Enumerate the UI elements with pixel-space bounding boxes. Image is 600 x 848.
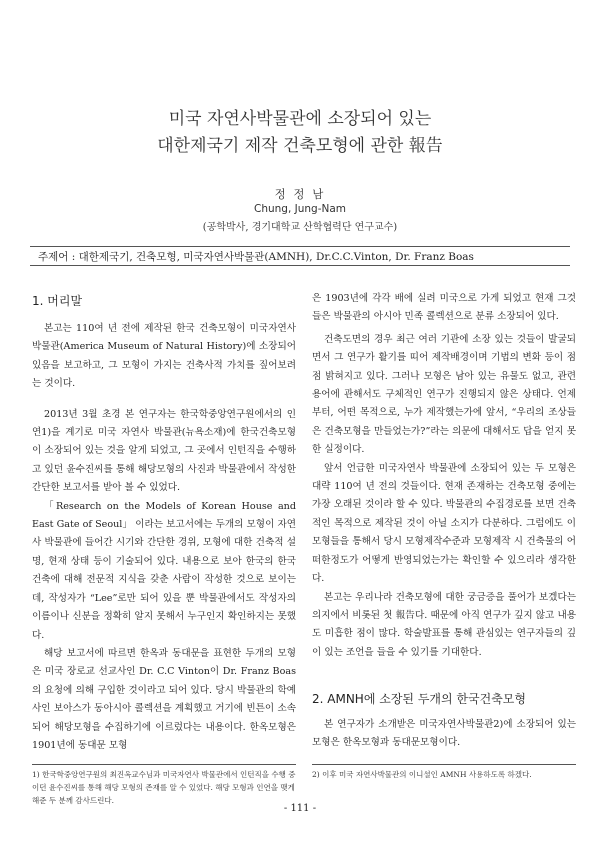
- footnote-2: 2) 이후 미국 자연사박물관의 이니셜인 AMNH 사용하도록 하겠다.: [312, 770, 532, 779]
- left-column: [32, 320, 296, 755]
- paragraph: 본고는 110여 년 전에 제작된 한국 건축모형이 미국자연사박물관(America Museum of Natural History)에 소장되어 있음을 보고하고, 그 모형이 가지는 건축사적 가치를 짚어보려는 것이다.: [32, 323, 296, 390]
- paper-title-line2: 대한제국기 제작 건축모형에 관한 報告: [157, 136, 443, 156]
- paragraph: 본고는 우리나라 건축모형에 대한 궁금증을 풀어가 보겠다는 의지에서 비롯된 첫 報告다. 때문에 아직 연구가 깊지 않고 내용도 미흡한 점이 많다. 학술발표를 통해 관심있는 연구자들의 깊이 있는 조언을 들을 수 있기를 기대한다.: [312, 591, 576, 658]
- keywords-bar: 주제어 : 대한제국기, 건축모형, 미국자연사박물관(AMNH), Dr.C.C.Vinton, Dr. Franz Boas: [30, 246, 570, 266]
- paragraph: 건축도면의 경우 최근 여러 기관에 소장 있는 것들이 발굴되면서 그 연구가 활기를 띠어 제작배경이며 기법의 변화 등이 점점 밝혀지고 있다. 그러나 모형은 남아 있는 유물도 없고, 관련 용어에 관해서도 구체적인 연구가 진행되지 않은 상태다. 언제부터, 어떤 목적으로, 누가 제작했는가에 앞서, “우리의 조상들은 건축모형을 만들었는가?”라는 의문에 대해서도 답을 얻지 못한 실정이다.: [312, 333, 576, 456]
- paragraph: 본 연구자가 소개받은 미국자연사박물관2)에 소장되어 있는 모형은 한옥모형과 동대문모형이다.: [312, 719, 576, 749]
- author-korean-name: 정 정 남: [274, 187, 326, 201]
- paragraph: 2013년 3월 초경 본 연구자는 한국학중앙연구원에서의 인연1)을 계기로 미국 자연사 박물관(뉴욕소재)에 한국건축모형이 소장되어 있는 것을 알게 되었고, 그 곳에서 인턴직을 수행하고 있던 윤수진씨를 통해 해당모형의 사진과 박물관에서 작성한 간단한 보고서를 받아 볼 수 있었다.: [32, 408, 296, 494]
- paragraph: 해당 보고서에 따르면 한옥과 동대문을 표현한 두개의 모형은 미국 장로교 선교사인 Dr. C.C Vinton이 Dr. Franz Boas의 요청에 의해 구입한 것이라고 되어 있다. 당시 박물관의 학예사인 보아스가 동아시아 콜렉션을 계획했고 거기에 빈튼이 소속되어 해당모형을 수집하기에 이르렀다는 내용이다. 한옥모형은 1901년에 동대문 모형: [32, 647, 296, 751]
- right-column: [312, 290, 576, 662]
- author-roman-name: Chung, Jung-Nam: [253, 203, 346, 215]
- footnote-1: 1) 한국학중앙연구원의 최진옥교수님과 미국자연사 박물관에서 인턴직을 수행 중이던 윤수진씨를 통해 해당 모형의 존재를 알 수 있었다. 해당 모형과 인연을 맺게 해준 두 분께 감사드린다.: [32, 770, 296, 805]
- footnote-rule-left: [32, 764, 296, 765]
- page-number: - 111 -: [283, 803, 317, 814]
- section1-heading: 1. 머리말: [32, 294, 83, 308]
- right-column-bottom: [312, 716, 576, 753]
- paragraph: 은 1903년에 각각 배에 실려 미국으로 가게 되었고 현재 그것들은 박물관의 아시아 민족 콜렉션으로 분류 소장되어 있다.: [312, 293, 576, 323]
- footnote-rule-right: [312, 764, 576, 765]
- author-affiliation: (공학박사, 경기대학교 산학협력단 연구교수): [202, 222, 398, 233]
- paper-title-line1: 미국 자연사박물관에 소장되어 있는: [168, 109, 432, 129]
- paragraph: 앞서 언급한 미국자연사 박물관에 소장되어 있는 두 모형은 대략 110여 년 전의 것들이다. 현재 존재하는 건축모형 중에는 가장 오래된 것이라 할 수 있다. 박물관의 수집경로를 보면 건축적인 목적으로 제작된 것이 아닐 소지가 다분하다. 그럼에도 이 모형들을 통해서 당시 모형제작수준과 모형제작 시 건축물의 어떠한정도가 어떻게 반영되었는가는 확인할 수 있으리라 생각한다.: [312, 462, 576, 585]
- paragraph: 「Research on the Models of Korean House and East Gate of Seoul」 이라는 보고서에는 두개의 모형이 자연사 박물관에 들어간 시기와 간단한 경위, 모형에 대한 건축적 설명, 현재 상태 등이 기술되어 있다. 내용으로 보아 한국의 한국건축에 대해 전문적 지식을 갖춘 사람이 작성한 것으로 보이는데, 작성자가 “Lee”로만 되어 있을 뿐 박물관에서도 작성자의 이름이나 신분을 정확히 알지 못해서 누구인지 확인하지는 못했다.: [32, 500, 296, 641]
- section2-heading: 2. AMNH에 소장된 두개의 한국건축모형: [312, 692, 526, 706]
